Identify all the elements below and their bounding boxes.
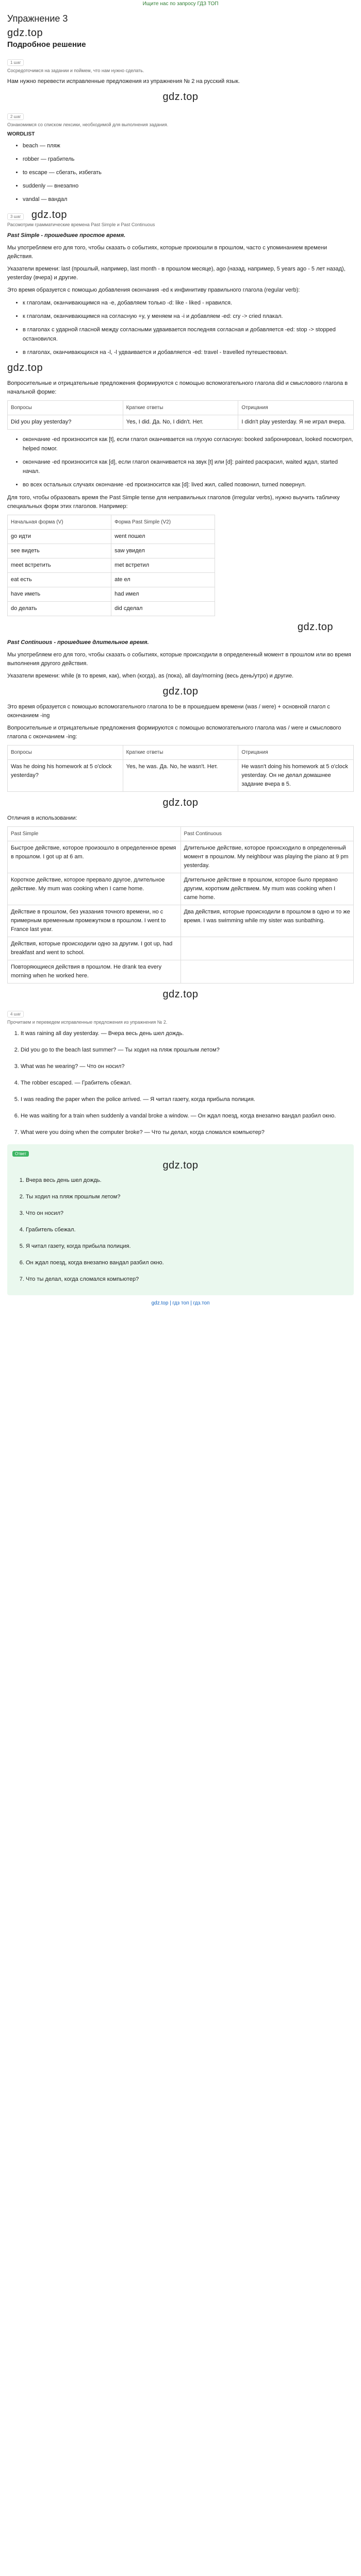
list-item: • robber — грабитель [23, 155, 354, 164]
watermark: gdz.top [162, 989, 199, 1000]
table-row [8, 960, 354, 984]
paragraph: Это время образуется с помощью вспомогательного глагола to be в прошедшем времени (was / were) + основной глагол с окончанием -ing [7, 704, 330, 719]
table-cell: Yes, I did. Да. No, I didn't. Нет. [123, 415, 238, 430]
table-cell: met встретил [111, 558, 215, 573]
list-item: 4. Грабитель сбежал. [26, 1225, 349, 1234]
paragraph: Указатели времени: last (прошлый, например, last month - в прошлом месяце), ago (назад, например, 5 years ago - 5 лет назад), yesterday (вчера) и другие. [7, 266, 346, 281]
step-badge: 4 шаг [7, 1011, 24, 1018]
table-header: Отрицания [238, 745, 354, 760]
table-header: Past Continuous [180, 827, 354, 841]
list-item: 2. Ты ходил на пляж прошлым летом? [26, 1192, 349, 1201]
footer-links[interactable]: gdz.top | гдз топ | гдз.топ [151, 1300, 210, 1306]
wordlist-heading: WORDLIST [7, 131, 35, 137]
list-item: • окончание -ed произносится как [t], если глагол оканчивается на глухую согласную: booked забронировал, looked посмотрел, helped помог. [23, 435, 354, 453]
table [7, 515, 215, 616]
pronunciation-list [7, 435, 354, 489]
table-cell: Короткое действие, которое прервало другое, длительное действие. My mum was cooking when I came home. [8, 873, 181, 905]
table-row [8, 544, 215, 558]
answer-list [12, 1176, 349, 1284]
table-row [8, 530, 215, 544]
list-item: 6. He was waiting for a train when suddenly a vandal broke a window. — Он ждал поезд, когда внезапно вандал разбил окно. [21, 1111, 354, 1121]
table-header: Вопросы [8, 401, 123, 415]
list-item: 1. It was raining all day yesterday. — Вчера весь день шел дождь. [21, 1029, 354, 1038]
table-cell: Длительное действие в прошлом, которое было прервано другим, коротким действием. My mum was cooking when I came home. [180, 873, 354, 905]
table-header: Форма Past Simple (V2) [111, 515, 215, 530]
table-row [8, 905, 354, 937]
list-item: • к глаголам, оканчивающимся на согласную +y, у меняем на -i и добавляем -ed: cry -> cried плакал. [23, 312, 354, 321]
list-item: 5. I was reading the paper when the police arrived. — Я читал газету, когда прибыла полиция. [21, 1095, 354, 1104]
list-item: • beach — пляж [23, 141, 354, 150]
table-cell: have иметь [8, 587, 111, 602]
step-hint: Ознакомимся со списком лексики, необходимой для выполнения задания. [7, 122, 169, 127]
paragraph: Для того, чтобы образовать время the Past Simple tense для неправильных глаголов (irregular verbs), нужно выучить табличку специальных форм этих глаголов. Например: [7, 495, 340, 510]
paragraph: Отличия в использовании: [7, 815, 77, 821]
list-item: • to escape — сбегать, избегать [23, 168, 354, 177]
table-cell: He wasn't doing his homework at 5 o'clock yesterday. Он не делал домашнее задание вчера в 5. [238, 760, 354, 792]
table-cell: meet встретить [8, 558, 111, 573]
table-cell: Длительное действие, которое происходило в определенный момент в прошлом. My neighbour was playing the piano at 9 pm yesterday. [180, 841, 354, 873]
table-cell: ate ел [111, 573, 215, 587]
paragraph: Указатели времени: while (в то время, как), when (когда), as (пока), all day/morning (весь день/утро) и другие. [7, 673, 294, 679]
wordlist [7, 141, 354, 204]
answer-badge: Ответ [12, 1151, 29, 1157]
table-header: Past Simple [8, 827, 181, 841]
table-cell: Yes, he was. Да. No, he wasn't. Нет. [123, 760, 238, 792]
table-row [8, 415, 354, 430]
list-item: 7. What were you doing when the computer broke? — Что ты делал, когда сломался компьютер? [21, 1128, 354, 1137]
table-cell: Действие в прошлом, без указания точного времени, но с примерным временным промежутком в прошлом. I went to France last year. [8, 905, 181, 937]
table-cell: saw увидел [111, 544, 215, 558]
table-cell: Два действия, которые происходили в прошлом в одно и то же время. I was swimming while my sister was sunbathing. [180, 905, 354, 937]
watermark: gdz.top [162, 686, 199, 697]
table-cell: Повторяющиеся действия в прошлом. He drank tea every morning when he worked here. [8, 960, 181, 984]
watermark: gdz.top [297, 621, 333, 633]
table-cell: eat есть [8, 573, 111, 587]
table-cell: Быстрое действие, которое произошло в определенное время в прошлом. I got up at 6 am. [8, 841, 181, 873]
table-row [8, 841, 354, 873]
table-cell: had имел [111, 587, 215, 602]
list-item: 6. Он ждал поезд, когда внезапно вандал разбил окно. [26, 1258, 349, 1267]
list-item: • окончание -ed произносится как [d], если глагол оканчивается на звук [t] или [d]: painted раскрасил, waited ждал, started начал. [23, 457, 354, 476]
paragraph: Мы употребляем его для того, чтобы сказать о событиях, которые происходили в определенный момент в прошлом или во время выполнения другого действия. [7, 652, 351, 667]
table [7, 826, 354, 984]
subtitle: Подробное решение [7, 40, 86, 49]
rules-list [7, 298, 354, 357]
list-item: • suddenly — внезапно [23, 181, 354, 191]
table-row [8, 873, 354, 905]
paragraph: Вопросительные и отрицательные предложения формируются с помощью вспомогательного глагола did и смыслового глагола в начальной форме: [7, 380, 348, 395]
list-item: 4. The robber escaped. — Грабитель сбежал. [21, 1078, 354, 1088]
watermark: gdz.top [162, 1160, 199, 1171]
list-item: 1. Вчера весь день шел дождь. [26, 1176, 349, 1185]
top-link[interactable]: Ищите нас по запросу ГДЗ ТОП [142, 1, 219, 7]
step-badge: 2 шаг [7, 113, 24, 120]
list-item: • vandal — вандал [23, 195, 354, 204]
section-heading: Past Simple - прошедшее простое время. [7, 232, 126, 239]
table-cell: I didn't play yesterday. Я не играл вчера. [238, 415, 354, 430]
list-item: 2. Did you go to the beach last summer? — Ты ходил на пляж прошлым летом? [21, 1045, 354, 1055]
main-content [0, 13, 361, 1306]
table-row [8, 573, 215, 587]
step-badge: 1 шаг [7, 59, 24, 66]
list-item: 5. Я читал газету, когда прибыла полиция. [26, 1242, 349, 1251]
translation-list [7, 1029, 354, 1137]
watermark: gdz.top [7, 27, 43, 39]
page-title: Упражнение 3 [7, 13, 68, 24]
table-cell [180, 937, 354, 960]
table-cell: see видеть [8, 544, 111, 558]
table-row [8, 760, 354, 792]
table-row [8, 937, 354, 960]
table-header: Начальная форма (V) [8, 515, 111, 530]
table-header: Краткие ответы [123, 745, 238, 760]
table-cell: did сделал [111, 602, 215, 616]
paragraph: Мы употребляем его для того, чтобы сказать о событиях, которые произошли в прошлом, часто с упоминанием времени действия. [7, 245, 327, 260]
watermark: gdz.top [162, 91, 199, 103]
step-text: Нам нужно перевести исправленные предложения из упражнения № 2 на русский язык. [7, 78, 240, 84]
watermark: gdz.top [7, 362, 43, 374]
table-cell: do делать [8, 602, 111, 616]
step-hint: Прочитаем и переведем исправленные предложения из упражнения № 2. [7, 1020, 168, 1025]
paragraph: Это время образуется с помощью добавления окончания -ed к инфинитиву правильного глагола (regular verb): [7, 287, 300, 293]
table-header: Вопросы [8, 745, 123, 760]
section-heading: Past Continuous - прошедшее длительное время. [7, 639, 149, 646]
table-header: Краткие ответы [123, 401, 238, 415]
step-hint: Сосредоточимся на задании и поймем, что нам нужно сделать. [7, 68, 144, 73]
table-cell [180, 960, 354, 984]
list-item: 7. Что ты делал, когда сломался компьютер? [26, 1275, 349, 1284]
table-header: Отрицания [238, 401, 354, 415]
table-cell: go идти [8, 530, 111, 544]
table-row [8, 558, 215, 573]
answer-box [7, 1144, 354, 1295]
table [7, 400, 354, 430]
list-item: • в глаголах, оканчивающихся на -l, -l удваивается и добавляется -ed: travel - travelled путешествовал. [23, 348, 354, 357]
table-row [8, 602, 215, 616]
table-row [8, 587, 215, 602]
step-hint: Рассмотрим грамматические времена Past Simple и Past Continuous [7, 222, 155, 227]
list-item: 3. Что он носил? [26, 1209, 349, 1218]
step-badge: 3 шаг [7, 213, 24, 220]
list-item: • во всех остальных случаях окончание -ed произносится как [d]: lived жил, called позвонил, turned повернул. [23, 480, 354, 489]
list-item: 3. What was he wearing? — Что он носил? [21, 1062, 354, 1071]
table [7, 745, 354, 792]
table-cell: went пошел [111, 530, 215, 544]
table-cell: Did you play yesterday? [8, 415, 123, 430]
table-cell: Действия, которые происходили одно за другим. I got up, had breakfast and went to school. [8, 937, 181, 960]
watermark: gdz.top [31, 209, 68, 221]
list-item: • к глаголам, оканчивающимся на -e, добавляем только -d: like - liked - нравился. [23, 298, 354, 308]
paragraph: Вопросительные и отрицательные предложения формируются с помощью вспомогательного глагола was / were и смыслового глагола с окончанием -ing: [7, 725, 341, 740]
watermark: gdz.top [162, 797, 199, 808]
table-cell: Was he doing his homework at 5 o'clock yesterday? [8, 760, 123, 792]
list-item: • в глаголах с ударной гласной между согласными удваивается последняя согласная и добавляется -ed: stop -> stopped остановился. [23, 325, 354, 344]
